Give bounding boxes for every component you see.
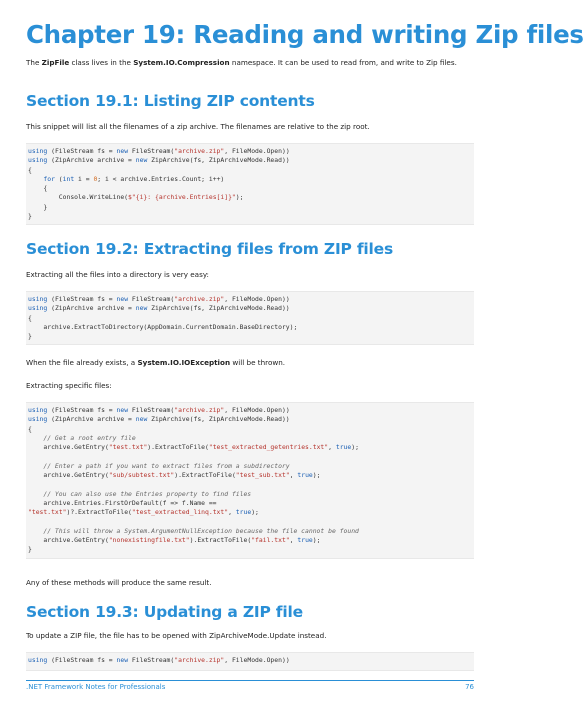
section-1-text: This snippet will list all the filenames of a zip archive. The filenames are relative to the zip root. bbox=[26, 122, 370, 131]
code-keyword: true bbox=[297, 471, 313, 480]
code-text: { bbox=[28, 313, 32, 322]
page-number: 76 bbox=[465, 683, 474, 691]
code-keyword: new bbox=[116, 656, 129, 664]
intro-text: namespace. It can be used to read from, and write to Zip files. bbox=[229, 58, 457, 67]
code-text: archive.GetEntry( bbox=[28, 443, 109, 452]
code-string: "sub/subtest.txt" bbox=[108, 471, 175, 480]
code-text: ; i < archive.Entries.Count; i++) bbox=[97, 174, 225, 183]
section-2-text: Extracting all the files into a directory is very easy: bbox=[26, 270, 209, 279]
code-text: archive.GetEntry( bbox=[28, 536, 109, 545]
code-text: FileStream( bbox=[128, 295, 175, 303]
exception-class: System.IO.IOException bbox=[137, 358, 231, 367]
code-text: (ZipArchive archive = bbox=[47, 304, 136, 313]
code-comment: // Get a root entry file bbox=[43, 433, 136, 442]
code-keyword: true bbox=[297, 536, 313, 545]
code-text: (FileStream fs = bbox=[47, 656, 117, 664]
code-comment: // You can also use the Entries property to find files bbox=[43, 489, 252, 498]
exception-text: will be thrown. bbox=[230, 358, 286, 367]
code-text: )?.ExtractToFile( bbox=[66, 508, 132, 517]
code-text: , FileMode.Open)) bbox=[224, 147, 290, 155]
code-keyword: using bbox=[28, 156, 48, 165]
code-text: ); bbox=[312, 536, 321, 545]
code-text: ZipArchive(fs, ZipArchiveMode.Read)) bbox=[147, 156, 290, 165]
code-keyword: using bbox=[28, 295, 48, 303]
code-keyword: true bbox=[335, 443, 352, 452]
code-block-extract-all bbox=[26, 291, 474, 345]
code-text: ZipArchive(fs, ZipArchiveMode.Read)) bbox=[147, 304, 290, 313]
code-text: ); bbox=[312, 471, 321, 480]
section-title-updating: Section 19.3: Updating a ZIP file bbox=[26, 603, 303, 621]
code-text: archive.Entries.FirstOrDefault(f => f.Name == bbox=[28, 498, 217, 507]
code-string: $"{i}: {archive.Entries[i]}" bbox=[128, 193, 236, 202]
code-string: "test.txt" bbox=[108, 443, 148, 452]
code-text: archive.ExtractToDirectory(AppDomain.CurrentDomain.BaseDirectory); bbox=[28, 322, 298, 331]
code-number: 0 bbox=[93, 174, 98, 183]
code-string: "archive.zip" bbox=[174, 147, 225, 155]
code-text: archive.GetEntry( bbox=[28, 471, 109, 480]
code-text: ); bbox=[251, 508, 259, 517]
result-paragraph: Any of these methods will produce the same result. bbox=[26, 578, 212, 587]
code-text: ).ExtractToFile( bbox=[147, 443, 209, 452]
extract-specific-label: Extracting specific files: bbox=[26, 381, 112, 390]
section-title-extracting: Section 19.2: Extracting files from ZIP files bbox=[26, 240, 393, 258]
code-keyword: using bbox=[28, 415, 48, 424]
code-keyword: new bbox=[135, 156, 148, 165]
code-keyword: new bbox=[116, 295, 129, 303]
exception-text: When the file already exists, a bbox=[26, 358, 138, 367]
section-3-text: To update a ZIP file, the file has to be opened with ZipArchiveMode.Update instead. bbox=[26, 631, 327, 640]
code-keyword: new bbox=[116, 147, 129, 155]
code-keyword: using bbox=[28, 147, 48, 155]
code-text: (FileStream fs = bbox=[47, 295, 117, 303]
code-text: } bbox=[28, 212, 32, 221]
code-text: ); bbox=[351, 443, 359, 452]
chapter-title: Chapter 19: Reading and writing Zip files bbox=[26, 20, 584, 49]
code-comment: // This will throw a System.ArgumentNullException because the file cannot be found bbox=[43, 526, 359, 535]
code-text: ZipArchive(fs, ZipArchiveMode.Read)) bbox=[147, 415, 290, 424]
code-text: (ZipArchive archive = bbox=[47, 415, 136, 424]
code-keyword: new bbox=[135, 304, 148, 313]
code-text: , FileMode.Open)) bbox=[224, 295, 290, 303]
code-keyword: int bbox=[62, 174, 75, 183]
code-string: "test_sub.txt" bbox=[235, 471, 290, 480]
code-text: , FileMode.Open)) bbox=[224, 406, 290, 414]
code-text: FileStream( bbox=[128, 656, 175, 664]
code-text: { bbox=[28, 165, 32, 174]
code-keyword: using bbox=[28, 304, 48, 313]
code-text: , bbox=[228, 508, 236, 517]
intro-namespace: System.IO.Compression bbox=[133, 58, 230, 67]
code-string: "test_extracted_linq.txt" bbox=[131, 508, 229, 517]
code-string: "nonexistingfile.txt" bbox=[108, 536, 190, 545]
code-text: ); bbox=[235, 193, 244, 202]
code-comment: // Enter a path if you want to extract files from a subdirectory bbox=[43, 461, 290, 470]
code-keyword: using bbox=[28, 406, 48, 414]
code-keyword: new bbox=[116, 406, 129, 414]
code-string: "archive.zip" bbox=[174, 656, 225, 664]
code-text: (ZipArchive archive = bbox=[47, 156, 136, 165]
code-keyword: for bbox=[43, 174, 55, 183]
code-text: (FileStream fs = bbox=[47, 147, 117, 155]
code-block-extract-specific bbox=[26, 402, 474, 559]
section-title-listing: Section 19.1: Listing ZIP contents bbox=[26, 92, 315, 110]
code-text: , bbox=[328, 443, 336, 452]
code-text: } bbox=[28, 332, 32, 341]
code-text: { bbox=[28, 424, 32, 433]
code-string: "archive.zip" bbox=[174, 295, 225, 303]
code-text: ).ExtractToFile( bbox=[189, 536, 252, 545]
code-text: ).ExtractToFile( bbox=[174, 471, 236, 480]
intro-paragraph bbox=[26, 57, 478, 69]
code-block-listing bbox=[26, 143, 474, 225]
code-keyword: new bbox=[135, 415, 148, 424]
code-keyword: using bbox=[28, 656, 48, 664]
code-text: , FileMode.Open)) bbox=[224, 656, 290, 664]
code-text: } bbox=[28, 545, 32, 554]
intro-text: The bbox=[26, 58, 42, 67]
code-text: { bbox=[28, 184, 48, 193]
code-string: "archive.zip" bbox=[174, 406, 225, 414]
code-text: FileStream( bbox=[128, 406, 175, 414]
code-text: , bbox=[289, 536, 298, 545]
code-text: (FileStream fs = bbox=[47, 406, 117, 414]
code-keyword: true bbox=[235, 508, 252, 517]
code-text: i = bbox=[74, 174, 94, 183]
footer-book-title: .NET Framework Notes for Professionals bbox=[26, 683, 166, 691]
code-text: Console.WriteLine( bbox=[28, 193, 129, 202]
intro-text: class lives in the bbox=[69, 58, 134, 67]
intro-zipfile: ZipFile bbox=[41, 58, 70, 67]
code-block-update bbox=[26, 652, 474, 671]
code-string: "test.txt" bbox=[28, 508, 67, 517]
code-text: FileStream( bbox=[128, 147, 175, 155]
page-footer bbox=[26, 680, 474, 691]
code-string: "fail.txt" bbox=[251, 536, 290, 545]
code-text: , bbox=[289, 471, 298, 480]
code-text: } bbox=[28, 202, 48, 211]
code-string: "test_extracted_getentries.txt" bbox=[208, 443, 329, 452]
code-text: ( bbox=[54, 174, 63, 183]
exception-paragraph bbox=[26, 357, 478, 369]
